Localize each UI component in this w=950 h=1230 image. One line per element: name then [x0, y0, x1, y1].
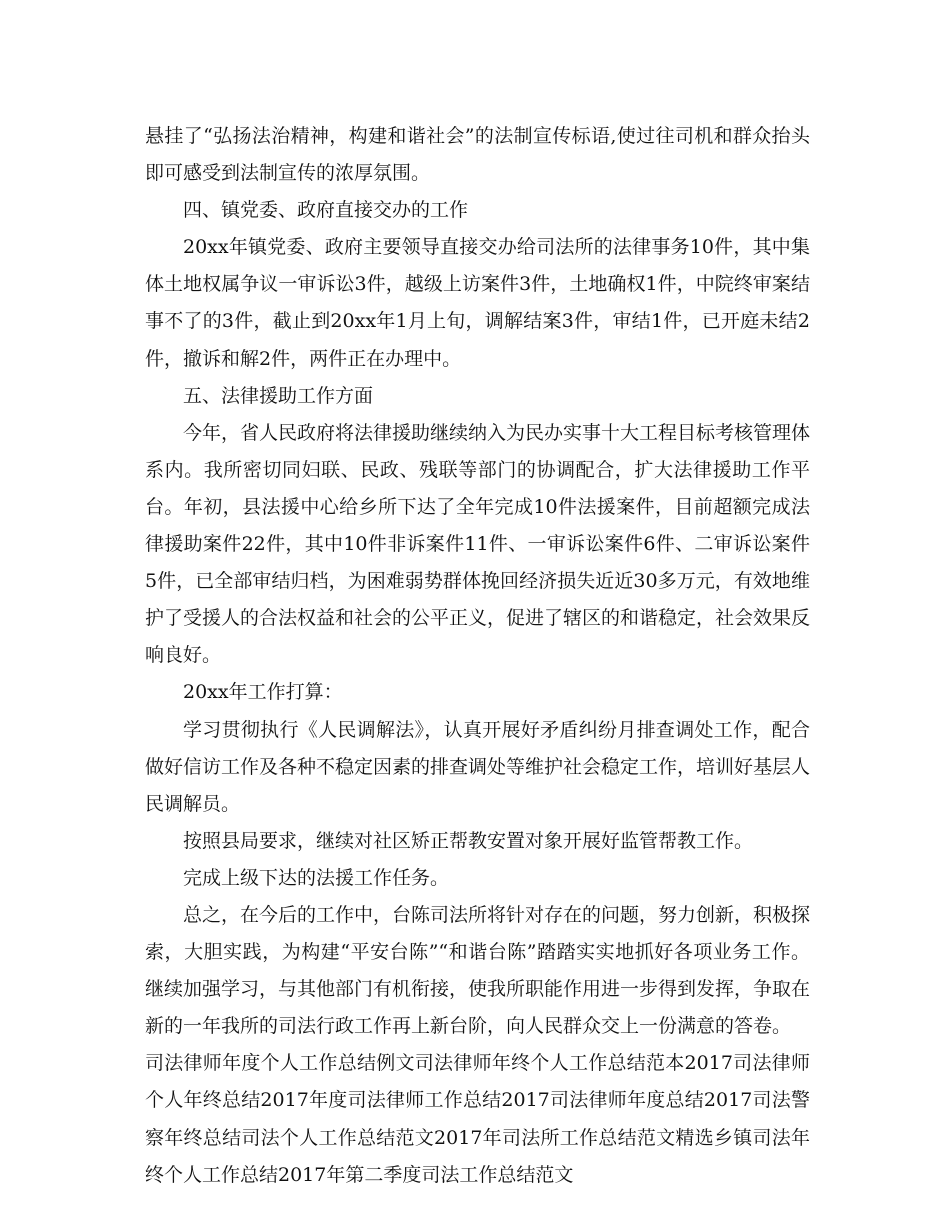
paragraph-plan-legal-aid: 完成上级下达的法援工作任务。: [183, 866, 450, 889]
paragraph-conclusion: 总之，在今后的工作中，台陈司法所将针对存在的问题，努力创新，积极探索，大胆实践，为构建“平安台陈”“和谐台陈”踏踏实实地抓好各项业务工作。继续加强学习，与其他部门有机衔接，使我所职能作用进一步得到发挥，争取在新的一年我所的司法行政工作再上新台阶，向人民群众交上一份满意的答卷。: [145, 903, 811, 1038]
paragraph-plan-mediation: 学习贯彻执行《人民调解法》，认真开展好矛盾纠纷月排查调处工作，配合做好信访工作及各种不稳定因素的排查调处等维护社会稳定工作，培训好基层人民调解员。: [145, 718, 811, 815]
paragraph-plan-correction: 按照县局要求，继续对社区矫正帮教安置对象开展好监管帮教工作。: [183, 829, 754, 852]
section-heading-4: 四、镇党委、政府直接交办的工作: [183, 199, 469, 222]
work-plan-heading: 20xx年工作打算：: [183, 681, 343, 704]
paragraph-legal-aid: 今年，省人民政府将法律援助继续纳入为民办实事十大工程目标考核管理体系内。我所密切同妇联、民政、残联等部门的协调配合，扩大法律援助工作平台。年初，县法援中心给乡所下达了全年完成10件法援案件，目前超额完成法律援助案件22件，其中10件非诉案件11件、一审诉讼案件6件、二审诉讼案件5件，已全部审结归档，为困难弱势群体挽回经济损失近近30多万元，有效地维护了受援人的合法权益和社会的公平正义，促进了辖区的和谐稳定，社会效果反响良好。: [145, 421, 811, 667]
paragraph-party-tasks: 20xx年镇党委、政府主要领导直接交办给司法所的法律事务10件，其中集体土地权属争议一审诉讼3件，越级上访案件3件，土地确权1件，中院终审案结事不了的3件，截止到20xx年1月上旬，调解结案3件，审结1件，已开庭未结2件，撤诉和解2件，两件正在办理中。: [145, 236, 810, 370]
document-body: [145, 118, 810, 1194]
paragraph-slogan: 悬挂了“弘扬法治精神，构建和谐社会”的法制宣传标语,使过往司机和群众抬头即可感受到法制宣传的浓厚氛围。: [145, 125, 810, 185]
section-heading-5: 五、法律援助工作方面: [183, 384, 374, 407]
related-titles: 司法律师年度个人工作总结例文司法律师年终个人工作总结范本2017司法律师个人年终总结2017年度司法律师工作总结2017司法律师年度总结2017司法警察年终总结司法个人工作总结范文2017年司法所工作总结范文精选乡镇司法年终个人工作总结2017年第二季度司法工作总结范文: [145, 1052, 810, 1186]
